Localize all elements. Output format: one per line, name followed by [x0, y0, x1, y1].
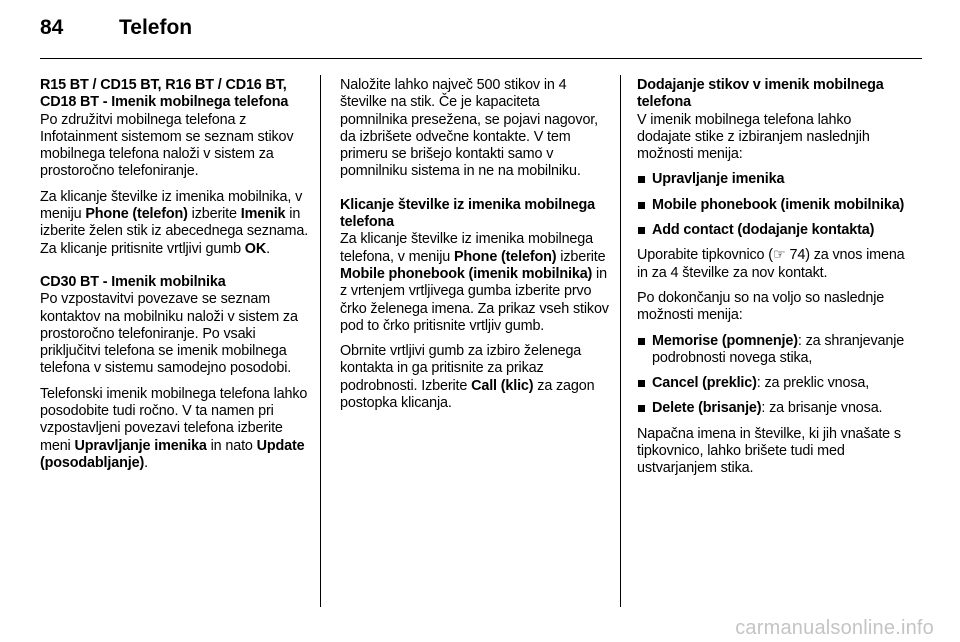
heading-add-contacts: Dodajanje stikov v imenik mobilnega telefona: [637, 77, 884, 111]
page-header: [40, 16, 922, 50]
column-divider-1: [320, 75, 321, 607]
paragraph: Po združitvi mobilnega telefona z Infotainment sistemom se seznam stikov mobilnega telefona naloži v sistem za prostoročno telefoniranje.: [40, 111, 294, 180]
paragraph: Obrnite vrtljivi gumb za izbiro želenega kontakta in ga pritisnite za prikaz podrobnosti. Izberite Call (klic) za zagon postopka klicanja.: [340, 343, 595, 412]
column-1: [40, 77, 312, 480]
paragraph: Za klicanje številke iz imenika mobilnega telefona, v meniju Phone (telefon) izberite Mobile phonebook (imenik mobilnika) in z vrtenjem vrtljivega gumba izberite prvo črko želenega imena. Za prikaz vseh stikov pod to črko pritisnite vrtljiv gumb.: [340, 231, 609, 334]
header-rule: [40, 58, 922, 59]
paragraph: V imenik mobilnega telefona lahko dodajate stike z izbiranjem naslednjih možnosti menija:: [637, 111, 870, 163]
list-item: Add contact (dodajanje kontakta): [637, 222, 907, 239]
paragraph: Po vzpostavitvi povezave se seznam kontaktov na mobilniku naloži v sistem za prostoročno telefoniranje. Po vsaki priključitvi telefona se imenik mobilnega telefona v sistemu samodejno posodobi.: [40, 291, 298, 377]
list-item: Mobile phonebook (imenik mobilnika): [637, 197, 907, 214]
menu-options-list: [637, 171, 907, 239]
heading-dial-from-phonebook: Klicanje številke iz imenika mobilnega telefona: [340, 196, 596, 231]
list-item: Memorise (pomnenje): za shranjevanje podrobnosti novega stika,: [637, 333, 907, 368]
heading-cd30-phonebook: CD30 BT - Imenik mobilnika: [40, 273, 226, 290]
list-item: Delete (brisanje): za brisanje vnosa.: [637, 400, 907, 417]
paragraph: Naložite lahko največ 500 stikov in 4 številke na stik. Če je kapaciteta pomnilnika presežena, se pojavi nagovor, da izbrišete odvečne kontakte. V tem primeru se brišejo kontakti samo v pomnilniku sistema in ne na mobilniku.: [340, 77, 598, 180]
page-reference-icon: ☞: [772, 247, 786, 264]
paragraph: Telefonski imenik mobilnega telefona lahko posodobite tudi ročno. V ta namen pri vzpostavljeni povezavi telefona izberite meni Upravljanje imenika in nato Update (posodabljanje).: [40, 385, 308, 471]
paragraph: Uporabite tipkovnico (☞ 74) za vnos imena in za 4 številke za nov kontakt.: [637, 247, 905, 281]
paragraph: Po dokončanju so na voljo so naslednje možnosti menija:: [637, 289, 885, 324]
watermark: carmanualsonline.info: [735, 617, 934, 639]
list-item: Cancel (preklic): za preklic vnosa,: [637, 375, 907, 392]
list-item: Upravljanje imenika: [637, 171, 907, 188]
column-divider-2: [620, 75, 621, 607]
page-number: 84: [40, 16, 64, 39]
column-3: [637, 77, 907, 486]
heading-r15-phonebook: R15 BT / CD15 BT, R16 BT / CD16 BT, CD18 BT - Imenik mobilnega telefona: [40, 77, 289, 111]
completion-options-list: [637, 333, 907, 418]
section-title: Telefon: [119, 16, 193, 39]
paragraph: Za klicanje številke iz imenika mobilnika, v meniju Phone (telefon) izberite Imenik in izberite želen stik iz abecednega seznama. Za klicanje pritisnite vrtljivi gumb OK.: [40, 188, 309, 257]
column-2: [340, 77, 610, 420]
paragraph: Napačna imena in številke, ki jih vnašate s tipkovnico, lahko brišete tudi med ustvarjanjem stika.: [637, 425, 901, 477]
